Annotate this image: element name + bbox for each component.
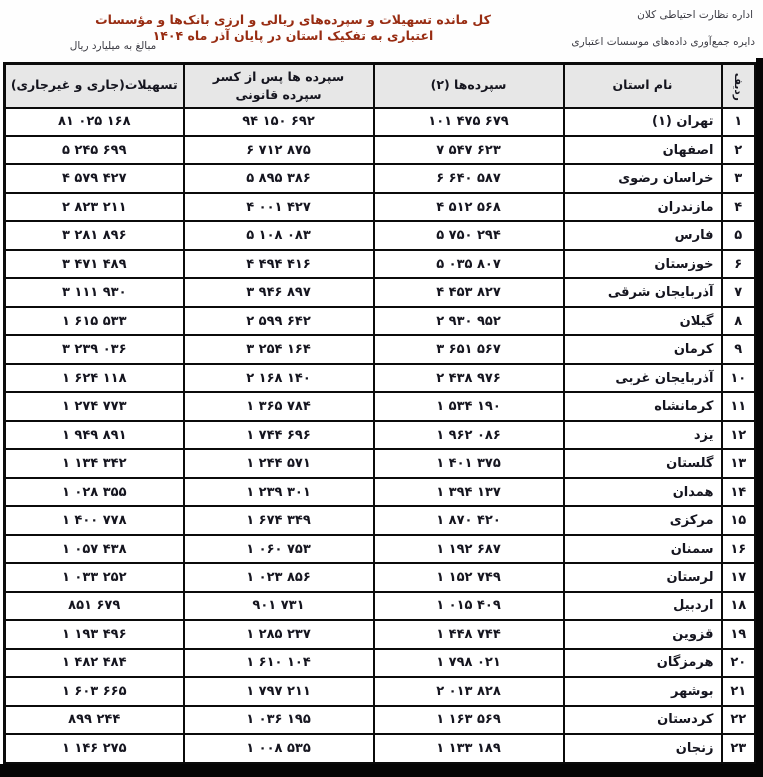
facilities-cell: ۸۵۱ ۶۷۹ <box>5 592 184 620</box>
facilities-cell: ۱ ۴۸۲ ۴۸۴ <box>5 649 184 677</box>
facilities-cell: ۱ ۱۳۴ ۳۴۲ <box>5 449 184 477</box>
deposits-cell: ۱ ۸۷۰ ۴۲۰ <box>374 506 564 534</box>
table-row <box>5 478 756 506</box>
deposits-after-reserve-cell: ۱ ۰۳۶ ۱۹۵ <box>184 706 374 734</box>
row-number-cell: ۲۰ <box>722 649 756 677</box>
row-number-cell: ۱۱ <box>722 392 756 420</box>
province-cell: یزد <box>564 421 722 449</box>
province-cell: کرمان <box>564 335 722 363</box>
table-row <box>5 136 756 164</box>
row-number-cell: ۲ <box>722 136 756 164</box>
facilities-cell: ۳ ۴۷۱ ۴۸۹ <box>5 250 184 278</box>
deposits-after-reserve-cell: ۱ ۲۳۹ ۳۰۱ <box>184 478 374 506</box>
table-row <box>5 278 756 306</box>
province-cell: مازندران <box>564 193 722 221</box>
facilities-cell: ۱ ۰۲۸ ۳۵۵ <box>5 478 184 506</box>
deposits-cell: ۴ ۵۱۲ ۵۶۸ <box>374 193 564 221</box>
table-body <box>5 108 756 764</box>
deposits-cell: ۱ ۹۶۲ ۰۸۶ <box>374 421 564 449</box>
deposits-after-reserve-cell: ۱ ۶۱۰ ۱۰۴ <box>184 649 374 677</box>
row-number-cell: ۸ <box>722 307 756 335</box>
column-header-deposits: سپرده‌ها (۲) <box>374 64 564 108</box>
province-cell: گیلان <box>564 307 722 335</box>
table-row <box>5 563 756 591</box>
department-name-text: دایره جمع‌آوری داده‌های موسسات اعتباری <box>571 36 755 48</box>
scan-edge-right <box>756 58 763 777</box>
deposits-after-reserve-cell: ۹۰۱ ۷۳۱ <box>184 592 374 620</box>
deposits-after-reserve-cell: ۲ ۱۶۸ ۱۴۰ <box>184 364 374 392</box>
province-cell: همدان <box>564 478 722 506</box>
deposits-after-reserve-cell: ۱ ۰۰۸ ۵۳۵ <box>184 734 374 763</box>
deposits-cell: ۱ ۱۹۲ ۶۸۷ <box>374 535 564 563</box>
deposits-after-reserve-cell: ۳ ۹۴۶ ۸۹۷ <box>184 278 374 306</box>
row-number-cell: ۱ <box>722 108 756 136</box>
deposits-after-reserve-line2: سپرده قانونی <box>235 86 322 102</box>
facilities-cell: ۸۹۹ ۲۴۴ <box>5 706 184 734</box>
deposits-after-reserve-cell: ۴ ۴۹۴ ۴۱۶ <box>184 250 374 278</box>
deposits-cell: ۵ ۰۳۵ ۸۰۷ <box>374 250 564 278</box>
table-row <box>5 535 756 563</box>
deposits-cell: ۱ ۱۳۳ ۱۸۹ <box>374 734 564 763</box>
table-row <box>5 108 756 136</box>
province-cell: اردبیل <box>564 592 722 620</box>
deposits-cell: ۷ ۵۴۷ ۶۲۳ <box>374 136 564 164</box>
row-number-cell: ۱۸ <box>722 592 756 620</box>
row-number-cell: ۲۲ <box>722 706 756 734</box>
table-row <box>5 734 756 763</box>
deposits-after-reserve-cell: ۱ ۷۹۷ ۲۱۱ <box>184 677 374 705</box>
office-name-text: اداره نظارت احتیاطی کلان <box>637 9 753 21</box>
deposits-cell: ۱ ۵۳۴ ۱۹۰ <box>374 392 564 420</box>
facilities-cell: ۲ ۸۲۳ ۲۱۱ <box>5 193 184 221</box>
table-row <box>5 250 756 278</box>
row-number-cell: ۱۰ <box>722 364 756 392</box>
deposits-cell: ۲ ۴۳۸ ۹۷۶ <box>374 364 564 392</box>
table-row <box>5 620 756 648</box>
deposits-cell: ۱ ۱۶۳ ۵۶۹ <box>374 706 564 734</box>
facilities-cell: ۱ ۰۵۷ ۴۳۸ <box>5 535 184 563</box>
deposits-cell: ۴ ۴۵۳ ۸۲۷ <box>374 278 564 306</box>
table-row <box>5 677 756 705</box>
row-number-cell: ۲۱ <box>722 677 756 705</box>
row-number-cell: ۱۶ <box>722 535 756 563</box>
scan-edge-bottom <box>0 764 763 777</box>
facilities-cell: ۳ ۲۸۱ ۸۹۶ <box>5 221 184 249</box>
deposits-after-reserve-cell: ۵ ۸۹۵ ۳۸۶ <box>184 164 374 192</box>
deposits-after-reserve-cell: ۱ ۲۸۵ ۲۳۷ <box>184 620 374 648</box>
unit-note: مبالغ به میلیارد ریال <box>69 40 157 52</box>
facilities-cell: ۱ ۶۲۴ ۱۱۸ <box>5 364 184 392</box>
table-row <box>5 421 756 449</box>
deposits-cell: ۶ ۶۴۰ ۵۸۷ <box>374 164 564 192</box>
column-header-deposits-after-reserve <box>184 64 374 108</box>
deposits-after-reserve-cell: ۱ ۰۶۰ ۷۵۳ <box>184 535 374 563</box>
row-number-cell: ۴ <box>722 193 756 221</box>
table-row <box>5 706 756 734</box>
deposits-cell: ۱ ۷۹۸ ۰۲۱ <box>374 649 564 677</box>
row-number-vertical-label: ردیف <box>731 73 744 102</box>
column-header-row-number <box>722 64 756 108</box>
province-cell: لرستان <box>564 563 722 591</box>
deposits-cell: ۲ ۹۳۰ ۹۵۲ <box>374 307 564 335</box>
row-number-cell: ۱۳ <box>722 449 756 477</box>
row-number-cell: ۱۷ <box>722 563 756 591</box>
deposits-cell: ۱ ۰۱۵ ۴۰۹ <box>374 592 564 620</box>
facilities-cell: ۳ ۱۱۱ ۹۳۰ <box>5 278 184 306</box>
deposits-cell: ۱ ۴۴۸ ۷۴۴ <box>374 620 564 648</box>
deposits-after-reserve-cell: ۱ ۳۶۵ ۷۸۴ <box>184 392 374 420</box>
facilities-cell: ۱ ۶۱۵ ۵۳۳ <box>5 307 184 335</box>
row-number-cell: ۳ <box>722 164 756 192</box>
deposits-after-reserve-cell: ۱ ۲۴۴ ۵۷۱ <box>184 449 374 477</box>
column-header-province: نام استان <box>564 64 722 108</box>
facilities-cell: ۱ ۲۷۴ ۷۷۳ <box>5 392 184 420</box>
province-cell: بوشهر <box>564 677 722 705</box>
facilities-cell: ۳ ۲۳۹ ۰۳۶ <box>5 335 184 363</box>
province-cell: کردستان <box>564 706 722 734</box>
province-cell: هرمزگان <box>564 649 722 677</box>
facilities-cell: ۱ ۶۰۳ ۶۶۵ <box>5 677 184 705</box>
table-row <box>5 164 756 192</box>
row-number-cell: ۱۲ <box>722 421 756 449</box>
province-cell: تهران (۱) <box>564 108 722 136</box>
table-row <box>5 449 756 477</box>
row-number-cell: ۲۳ <box>722 734 756 763</box>
deposits-after-reserve-cell: ۲ ۵۹۹ ۶۴۲ <box>184 307 374 335</box>
column-header-facilities: تسهیلات(جاری و غیرجاری) <box>5 64 184 108</box>
deposits-after-reserve-line1: سپرده ها پس از کسر <box>212 68 345 84</box>
province-cell: مرکزی <box>564 506 722 534</box>
deposits-after-reserve-cell: ۱ ۷۴۴ ۶۹۶ <box>184 421 374 449</box>
province-cell: آذربایجان شرقی <box>564 278 722 306</box>
deposits-cell: ۱۰۱ ۴۷۵ ۶۷۹ <box>374 108 564 136</box>
table-row <box>5 221 756 249</box>
table-row <box>5 392 756 420</box>
deposits-cell: ۲ ۰۱۳ ۸۲۸ <box>374 677 564 705</box>
row-number-cell: ۱۹ <box>722 620 756 648</box>
province-cell: گلستان <box>564 449 722 477</box>
province-cell: خراسان رضوی <box>564 164 722 192</box>
table-row <box>5 364 756 392</box>
deposits-after-reserve-cell: ۳ ۲۵۴ ۱۶۴ <box>184 335 374 363</box>
deposits-after-reserve-cell: ۶ ۷۱۲ ۸۷۵ <box>184 136 374 164</box>
table-header-row <box>5 64 756 108</box>
facilities-cell: ۵ ۲۴۵ ۶۹۹ <box>5 136 184 164</box>
row-number-cell: ۹ <box>722 335 756 363</box>
facilities-cell: ۴ ۵۷۹ ۴۲۷ <box>5 164 184 192</box>
deposits-cell: ۱ ۴۰۱ ۳۷۵ <box>374 449 564 477</box>
province-cell: آذربایجان غربی <box>564 364 722 392</box>
facilities-cell: ۱ ۴۰۰ ۷۷۸ <box>5 506 184 534</box>
facilities-cell: ۱ ۱۹۳ ۴۹۶ <box>5 620 184 648</box>
deposits-after-reserve-cell: ۴ ۰۰۱ ۴۲۷ <box>184 193 374 221</box>
province-cell: اصفهان <box>564 136 722 164</box>
table-header <box>5 64 756 108</box>
province-cell: سمنان <box>564 535 722 563</box>
province-cell: فارس <box>564 221 722 249</box>
deposits-cell: ۱ ۱۵۲ ۷۴۹ <box>374 563 564 591</box>
deposits-after-reserve-cell: ۱ ۶۷۴ ۳۴۹ <box>184 506 374 534</box>
facilities-cell: ۱ ۱۴۶ ۲۷۵ <box>5 734 184 763</box>
row-number-cell: ۵ <box>722 221 756 249</box>
deposits-after-reserve-cell: ۱ ۰۲۳ ۸۵۶ <box>184 563 374 591</box>
row-number-cell: ۱۴ <box>722 478 756 506</box>
row-number-cell: ۶ <box>722 250 756 278</box>
province-cell: زنجان <box>564 734 722 763</box>
table-row <box>5 592 756 620</box>
table-row <box>5 506 756 534</box>
deposits-after-reserve-cell: ۵ ۱۰۸ ۰۸۳ <box>184 221 374 249</box>
province-cell: قزوین <box>564 620 722 648</box>
table-row <box>5 649 756 677</box>
province-cell: خوزستان <box>564 250 722 278</box>
deposits-cell: ۵ ۷۵۰ ۲۹۴ <box>374 221 564 249</box>
facilities-cell: ۱ ۹۴۹ ۸۹۱ <box>5 421 184 449</box>
deposits-after-reserve-cell: ۹۴ ۱۵۰ ۶۹۲ <box>184 108 374 136</box>
facilities-cell: ۱ ۰۳۳ ۲۵۲ <box>5 563 184 591</box>
table-row <box>5 193 756 221</box>
deposits-cell: ۱ ۳۹۴ ۱۳۷ <box>374 478 564 506</box>
facilities-cell: ۸۱ ۰۲۵ ۱۶۸ <box>5 108 184 136</box>
table-row <box>5 335 756 363</box>
provinces-table <box>3 62 757 765</box>
row-number-cell: ۷ <box>722 278 756 306</box>
deposits-cell: ۳ ۶۵۱ ۵۶۷ <box>374 335 564 363</box>
page-title: کل مانده تسهیلات و سپرده‌های ریالی و ارزی بانک‌ها و مؤسسات اعتباری به تفکیک استان در پایان آذر ماه ۱۴۰۴ <box>95 12 491 43</box>
table-row <box>5 307 756 335</box>
row-number-cell: ۱۵ <box>722 506 756 534</box>
province-cell: کرمانشاه <box>564 392 722 420</box>
